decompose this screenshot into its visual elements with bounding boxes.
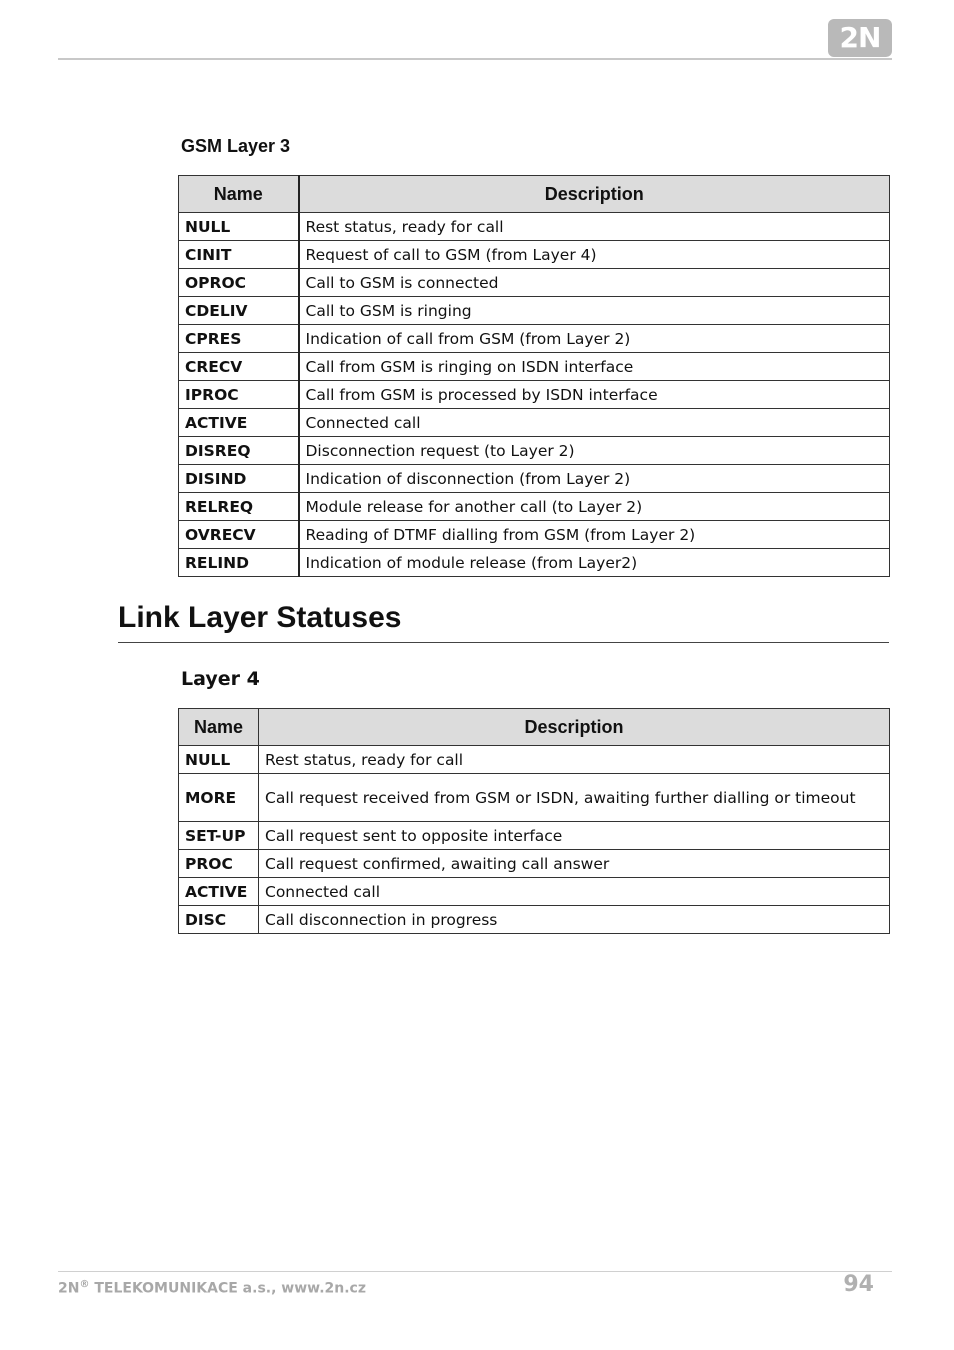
footer-company-name: TELEKOMUNIKACE a.s., www.2n.cz [89,1280,366,1297]
status-description: Call request confirmed, awaiting call answer [259,850,890,878]
status-name: RELIND [179,549,299,577]
status-description: Reading of DTMF dialling from GSM (from Layer 2) [299,521,890,549]
status-name: NULL [179,746,259,774]
table-row [179,746,890,774]
status-name: RELREQ [179,493,299,521]
table-header-row [179,176,890,213]
table-row [179,822,890,850]
table-row [179,493,890,521]
status-name: DISIND [179,465,299,493]
table-row [179,269,890,297]
page-number: 94 [843,1272,874,1297]
status-name: MORE [179,774,259,822]
table-row [179,325,890,353]
link-layer-statuses-heading: Link Layer Statuses [118,600,889,643]
table-row [179,521,890,549]
status-name: CINIT [179,241,299,269]
status-description: Rest status, ready for call [259,746,890,774]
status-description: Rest status, ready for call [299,213,890,241]
table-row [179,213,890,241]
table-header-row [179,709,890,746]
footer-company [58,1279,366,1297]
status-name: ACTIVE [179,878,259,906]
status-description: Indication of disconnection (from Layer 2) [299,465,890,493]
status-name: OVRECV [179,521,299,549]
status-name: ACTIVE [179,409,299,437]
table-row [179,437,890,465]
status-description: Disconnection request (to Layer 2) [299,437,890,465]
status-description: Indication of call from GSM (from Layer 2) [299,325,890,353]
gsm-layer3-heading: GSM Layer 3 [181,136,291,156]
status-description: Connected call [299,409,890,437]
brand-logo: 2N [828,19,892,57]
footer-brand: 2N [58,1280,80,1297]
status-name: CRECV [179,353,299,381]
status-description: Connected call [259,878,890,906]
table-row [179,297,890,325]
status-description: Call from GSM is ringing on ISDN interface [299,353,890,381]
table-row [179,381,890,409]
column-header-description: Description [299,176,890,213]
column-header-name: Name [179,709,259,746]
layer4-heading: Layer 4 [181,668,260,690]
column-header-name: Name [179,176,299,213]
status-name: OPROC [179,269,299,297]
status-description: Indication of module release (from Layer2) [299,549,890,577]
status-name: NULL [179,213,299,241]
status-name: IPROC [179,381,299,409]
status-description: Module release for another call (to Layer 2) [299,493,890,521]
table-row [179,465,890,493]
status-description: Call disconnection in progress [259,906,890,934]
footer-rule [58,1271,892,1272]
header-rule [58,58,892,60]
status-description: Call from GSM is processed by ISDN interface [299,381,890,409]
status-description: Call to GSM is connected [299,269,890,297]
table-row [179,878,890,906]
registered-mark: ® [79,1279,90,1290]
status-name: DISC [179,906,259,934]
status-name: CPRES [179,325,299,353]
table-row [179,241,890,269]
status-name: DISREQ [179,437,299,465]
status-name: CDELIV [179,297,299,325]
status-name: PROC [179,850,259,878]
status-name: SET-UP [179,822,259,850]
status-description: Call to GSM is ringing [299,297,890,325]
table-row [179,906,890,934]
gsm-layer3-table [178,175,890,577]
status-description: Call request received from GSM or ISDN, awaiting further dialling or timeout [259,774,890,822]
table-row [179,409,890,437]
table-row [179,850,890,878]
table-row [179,353,890,381]
status-description: Call request sent to opposite interface [259,822,890,850]
layer4-table [178,708,890,934]
table-row [179,774,890,822]
status-description: Request of call to GSM (from Layer 4) [299,241,890,269]
column-header-description: Description [259,709,890,746]
table-row [179,549,890,577]
